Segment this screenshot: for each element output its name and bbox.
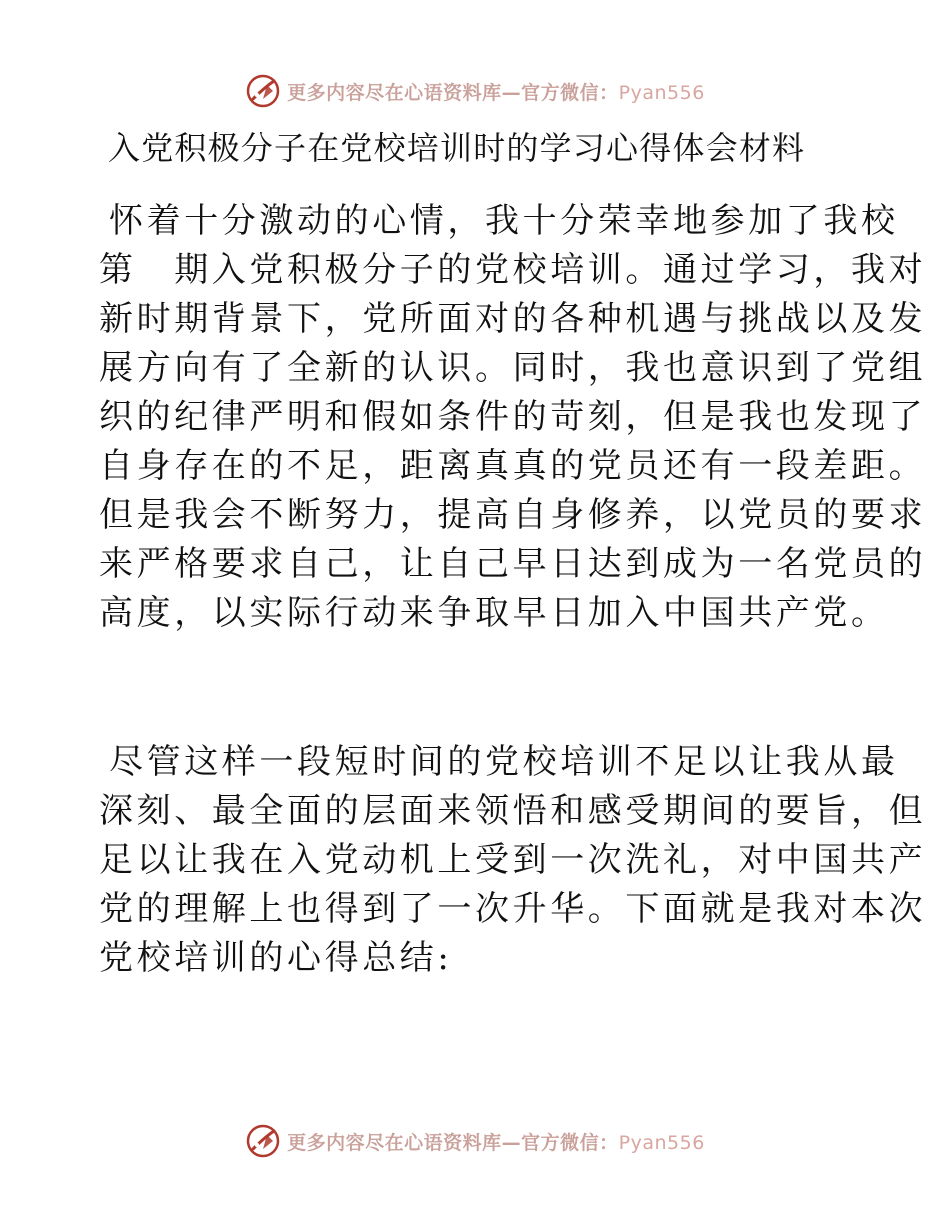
paragraph-line: 自身存在的不足，距离真真的党员还有一段差距。 bbox=[99, 446, 927, 486]
paragraph-1 bbox=[99, 197, 927, 638]
header-banner bbox=[0, 71, 950, 111]
paragraph-2 bbox=[99, 738, 927, 983]
paragraph-line: 怀着十分激动的心情，我十分荣幸地参加了我校 bbox=[109, 201, 899, 241]
paragraph-line: 但是我会不断努力，提高自身修养，以党员的要求 bbox=[99, 495, 927, 535]
banner-wechat-id: Pyan556 bbox=[618, 81, 705, 104]
paragraph-line: 新时期背景下，党所面对的各种机遇与挑战以及发 bbox=[99, 299, 927, 339]
paragraph-line: 深刻、最全面的层面来领悟和感受期间的要旨，但 bbox=[99, 791, 927, 831]
banner-label: 更多内容尽在心语资料库—官方微信： bbox=[287, 81, 619, 104]
banner-text bbox=[287, 78, 705, 105]
document-title: 入党积极分子在党校培训时的学习心得体会材料 bbox=[108, 129, 806, 167]
banner-label: 更多内容尽在心语资料库—官方微信： bbox=[287, 1131, 619, 1154]
pen-logo-icon bbox=[245, 73, 281, 109]
paragraph-line: 足以让我在入党动机上受到一次洗礼，对中国共产 bbox=[99, 840, 927, 880]
banner-text bbox=[287, 1128, 705, 1155]
paragraph-line: 来严格要求自己，让自己早日达到成为一名党员的 bbox=[99, 544, 927, 584]
paragraph-line: 第 期入党积极分子的党校培训。通过学习，我对 bbox=[99, 250, 927, 290]
footer-banner bbox=[0, 1121, 950, 1161]
paragraph-line: 织的纪律严明和假如条件的苛刻，但是我也发现了 bbox=[99, 397, 927, 437]
paragraph-line: 党校培训的心得总结: bbox=[99, 938, 453, 978]
paragraph-line: 尽管这样一段短时间的党校培训不足以让我从最 bbox=[109, 742, 899, 782]
paragraph-line: 展方向有了全新的认识。同时，我也意识到了党组 bbox=[99, 348, 927, 388]
paragraph-line: 高度，以实际行动来争取早日加入中国共产党。 bbox=[99, 593, 889, 633]
paragraph-line: 党的理解上也得到了一次升华。下面就是我对本次 bbox=[99, 889, 927, 929]
pen-logo-icon bbox=[245, 1123, 281, 1159]
banner-wechat-id: Pyan556 bbox=[618, 1131, 705, 1154]
